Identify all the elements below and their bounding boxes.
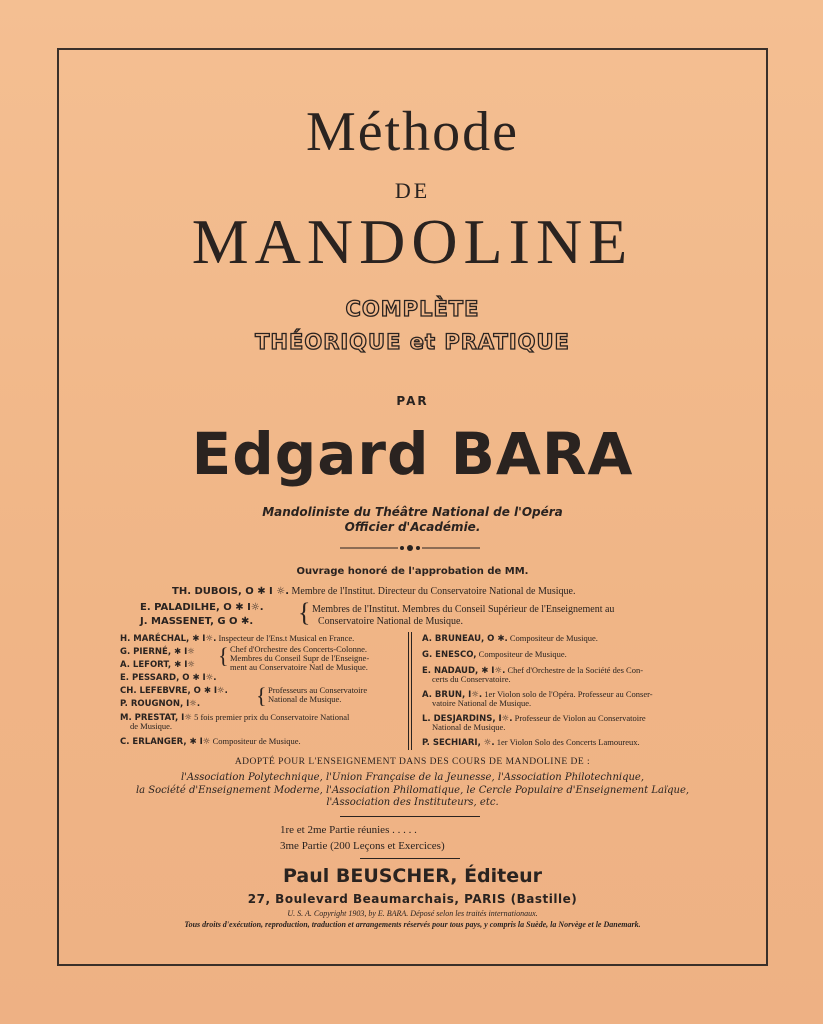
bruneau-entry: [422, 634, 598, 644]
sechiari-desc: 1er Violon Solo des Concerts Lamoureux.: [496, 737, 640, 747]
paladilhe-desc-2: Conservatoire National de Musique.: [318, 616, 463, 627]
paladilhe-name-text: E. PALADILHE, O ✱ I☼.: [140, 602, 264, 613]
adoption-line-1: l'Association Polytechnique, l'Union Française de la Jeunesse, l'Association Philotechnique,: [180, 772, 645, 783]
brace-pierne: {: [218, 643, 229, 668]
title-mandoline: MANDOLINE: [191, 206, 634, 277]
brun-name: A. BRUN, I☼.: [422, 690, 483, 700]
brace-paladilhe: {: [298, 598, 311, 627]
nadaud-name: E. NADAUD, ✱ I☼.: [422, 666, 506, 676]
lefebvre-name-text: CH. LEFEBVRE, O ✱ I☼.: [120, 686, 228, 696]
dubois-desc: Membre de l'Institut. Directeur du Conservatoire National de Musique.: [291, 586, 576, 597]
pierne-desc-3: ment au Conservatoire Natl de Musique.: [230, 662, 368, 672]
nadaud-desc-1: Chef d'Orchestre de la Société des Con-: [507, 665, 644, 675]
dubois-name: TH. DUBOIS, O ✱ I ☼.: [172, 586, 290, 597]
lefebvre-desc-2: National de Musique.: [268, 694, 342, 704]
erlanger-name: C. ERLANGER, ✱ I☼: [120, 737, 211, 747]
copyright-line: U. S. A. Copyright 1903, by E. BARA. Déposé selon les traités internationaux.: [287, 909, 538, 918]
rule-top: [340, 816, 480, 817]
lefort-name-text: A. LEFORT, ✱ I☼: [120, 660, 195, 670]
pessard-name-text: E. PESSARD, O ✱ I☼.: [120, 673, 217, 683]
prestat-desc-1: 5 fois premier prix du Conservatoire National: [194, 712, 350, 722]
brun-desc-1: 1er Violon solo de l'Opéra. Professeur au Conser-: [484, 689, 653, 699]
sechiari-entry: [422, 738, 640, 748]
pierne-name-text: G. PIERNÉ, ✱ I☼: [120, 647, 195, 657]
marechal-entry: [120, 634, 354, 644]
author-name: Edgard BARA: [191, 420, 634, 488]
author-subtitle-2: Officier d'Académie.: [344, 520, 481, 534]
enesco-entry: [422, 650, 567, 660]
pierne-desc-1: Chef d'Orchestre des Concerts-Colonne.: [230, 644, 368, 654]
approval-heading: Ouvrage honoré de l'approbation de MM.: [296, 566, 529, 577]
lefebvre-desc-1: Professeurs au Conservatoire: [268, 685, 368, 695]
title-par: PAR: [396, 394, 429, 408]
ornament-divider: [340, 543, 480, 553]
marechal-desc: Inspecteur de l'Ens.t Musical en France.: [218, 633, 355, 643]
rougnon-name-text: P. ROUGNON, I☼.: [120, 699, 201, 709]
pierne-desc-2: Membres du Conseil Supr de l'Enseigne-: [230, 653, 370, 663]
desjardins-desc-1: Professeur de Violon au Conservatoire: [514, 713, 646, 723]
column-separator: [408, 632, 412, 750]
adoption-line-3: l'Association des Instituteurs, etc.: [326, 797, 499, 808]
approval-dubois: [172, 586, 575, 597]
enesco-desc: Compositeur de Musique.: [478, 649, 567, 659]
marechal-name: H. MARÉCHAL, ✱ I☼.: [120, 634, 217, 644]
lefebvre-name: [120, 686, 228, 696]
brace-lefebvre: {: [256, 683, 267, 708]
massenet-name-text: J. MASSENET, G O ✱.: [140, 616, 254, 627]
rule-bottom: [360, 858, 460, 859]
rights-line: Tous droits d'exécution, reproduction, traduction et arrangements réservés pour tous pays, y compris la Suède, la Norvège et le Danemark.: [184, 920, 641, 929]
erlanger-desc: Compositeur de Musique.: [212, 736, 301, 746]
pierne-name: [120, 647, 195, 657]
nadaud-desc-2: certs du Conservatoire.: [432, 674, 511, 684]
erlanger-entry: [120, 737, 301, 747]
lefort-name: [120, 660, 195, 670]
adoption-heading: ADOPTÉ POUR L'ENSEIGNEMENT DANS DES COURS DE MANDOLINE DE :: [234, 757, 591, 767]
parts-line-2: 3me Partie (200 Leçons et Exercices): [280, 840, 445, 852]
prestat-desc-2: de Musique.: [130, 721, 173, 731]
desjardins-name: L. DESJARDINS, I☼.: [422, 714, 513, 724]
rougnon-name: [120, 699, 200, 709]
paladilhe-name: [140, 602, 264, 613]
desjardins-desc-2: National de Musique.: [432, 722, 506, 732]
title-methode: Méthode: [305, 101, 520, 163]
paladilhe-desc-1: Membres de l'Institut. Membres du Conseil Supérieur de l'Enseignement au: [312, 604, 615, 615]
title-de: DE: [394, 178, 431, 203]
brun-desc-2: vatoire National de Musique.: [432, 698, 532, 708]
prestat-name: M. PRESTAT, I☼: [120, 713, 192, 723]
sechiari-name: P. SECHIARI, ☼.: [422, 738, 495, 748]
enesco-name: G. ENESCO,: [422, 650, 477, 660]
title-theorique: THÉORIQUE et PRATIQUE: [255, 330, 570, 354]
publisher-name: Paul BEUSCHER, Éditeur: [282, 865, 543, 887]
pessard-name: [120, 673, 217, 683]
title-complete: COMPLÈTE: [345, 297, 480, 321]
bruneau-name: A. BRUNEAU, O ✱.: [422, 634, 508, 644]
massenet-name: [140, 616, 253, 627]
author-subtitle-1: Mandoliniste du Théâtre National de l'Opéra: [262, 505, 563, 519]
bruneau-desc: Compositeur de Musique.: [509, 633, 598, 643]
publisher-address: 27, Boulevard Beaumarchais, PARIS (Bastille): [247, 892, 578, 906]
parts-line-1: 1re et 2me Partie réunies . . . . .: [280, 824, 417, 836]
adoption-line-2: la Société d'Enseignement Moderne, l'Association Philomatique, le Cercle Populaire d'Enseignement Laïque,: [135, 785, 690, 796]
